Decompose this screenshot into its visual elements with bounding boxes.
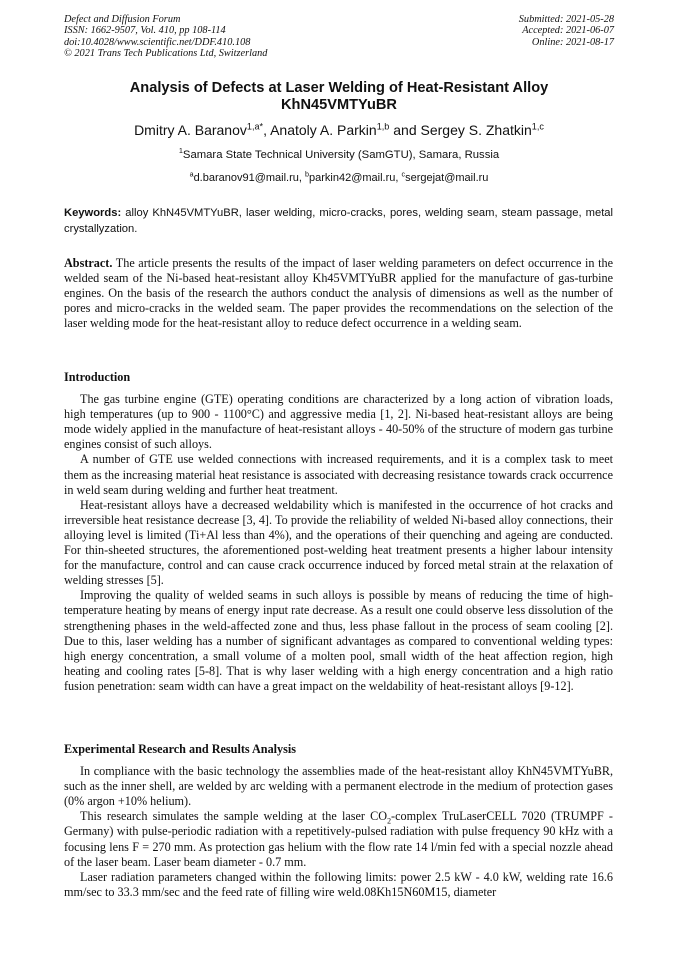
journal-name: Defect and Diffusion Forum (64, 14, 181, 25)
paragraph: Laser radiation parameters changed within the following limits: power 2.5 kW - 4.0 kW, welding rate 16.6 mm/sec to 33.3 mm/sec and the feed rate of filling wire weld.08Kh15N60M15, diameter (64, 869, 613, 899)
paragraph: Improving the quality of welded seams in such alloys is possible by means of reducing the time of high-temperature heating by means of energy input rate decrease. As a result one could observe less dissolution of the strengthening phases in the weld-affected zone and thus, less phase fallout in the process of seam cooling [2]. Due to this, laser welding has a number of significant advantages as compared to conventional welding types: high energy concentration, a small volume of a molten pool, small width of the heat affection region, high heating and cooling rates [5-8]. That is why laser welding with a high energy concentration and a high ratio fusion penetration: seam width can have a great impact on the weldability of heat-resistant alloys [9-12]. (64, 588, 613, 693)
author-emails (20, 172, 658, 184)
online-date: Online: 2021-08-17 (531, 36, 614, 48)
email-mark: c (401, 170, 406, 179)
email-mark: b (305, 170, 310, 179)
author-separator: , (263, 122, 271, 138)
email-link[interactable]: sergejat@mail.ru (405, 172, 489, 184)
author-affiliation-mark: 1,a* (246, 121, 264, 132)
author-name: Anatoly A. Parkin (270, 122, 377, 138)
affiliation (20, 146, 658, 161)
author-affiliation-mark: 1,b (376, 121, 390, 132)
journal-header (64, 14, 267, 60)
paragraph: Heat-resistant alloys have a decreased weldability which is manifested in the occurrence of hot cracks and irreversible heat resistance decrease [3, 4]. To provide the reliability of welded Ni-based alloy connections, their alloying level is limited (Ti+Al less than 4%), and the operations of their quenching and ageing are conducted. For thin-sheeted structures, the aforementioned post-welding heat treatment presents a higher labour intensity for the manufacture, control and can cause crack occurrence induced by forced metal strain at the relaxation of welding stresses [5]. (64, 497, 613, 588)
paragraph-text: This research simulates the sample welding at the laser CO (80, 809, 388, 824)
doi-line: doi:10.4028/www.scientific.net/DDF.410.108 (64, 36, 251, 48)
email-link[interactable]: parkin42@mail.ru (309, 172, 396, 184)
title-line-2: KhN45VMTYuBR (281, 97, 397, 113)
copyright-line: © 2021 Trans Tech Publications Ltd, Switzerland (64, 48, 268, 60)
author-separator: and (389, 122, 421, 138)
accepted-date: Accepted: 2021-06-07 (522, 25, 614, 37)
paragraph-text: -complex TruLaserCELL 7020 (TRUMPF - Germany) with pulse-periodic radiation with a repetitively-pulsed radiation with pulse frequency 90 kHz with a focusing lens F = 270 mm. As protection gas helium with the flow rate 14 l/min fed with a special nozzle ahead of the laser beam. Laser beam diameter - 0.7 mm. (64, 809, 613, 869)
submitted-date: Submitted: 2021-05-28 (518, 14, 614, 25)
email-separator: , (298, 172, 306, 184)
dates-header (519, 14, 614, 48)
keywords-label: Keywords: (64, 207, 122, 219)
paper-title (40, 80, 638, 114)
title-line-1: Analysis of Defects at Laser Welding of Heat-Resistant Alloy (129, 80, 549, 96)
experimental-section (64, 742, 613, 900)
abstract (64, 256, 613, 331)
paragraph (64, 809, 613, 869)
introduction-section (64, 370, 613, 694)
section-heading: Experimental Research and Results Analysis (64, 742, 297, 756)
email-mark: a (189, 170, 194, 179)
affiliation-text: Samara State Technical University (SamGTU), Samara, Russia (182, 149, 500, 161)
paragraph: A number of GTE use welded connections with increased requirements, and it is a complex task to meet them as the increasing material heat resistance is associated with decreasing resistance towards crack occurrence in weld seam during welding and further heat treatment. (64, 452, 613, 497)
author-name: Sergey S. Zhatkin (420, 122, 532, 138)
author-list (20, 122, 658, 138)
paragraph: In compliance with the basic technology the assemblies made of the heat-resistant alloy KhN45VMTYuBR, such as the inner shell, are welded by arc welding with a permanent electrode in the medium of protection gases (0% argon +10% helium). (64, 764, 613, 809)
abstract-label: Abstract. (64, 256, 113, 270)
email-link[interactable]: d.baranov91@mail.ru (193, 172, 299, 184)
subscript: 2 (387, 816, 392, 826)
keywords-text: alloy KhN45VMTYuBR, laser welding, micro-cracks, pores, welding seam, steam passage, metal crystallyzation. (64, 207, 614, 235)
issn-line: ISSN: 1662-9507, Vol. 410, pp 108-114 (64, 25, 226, 37)
author-name: Dmitry A. Baranov (134, 122, 247, 138)
abstract-text: The article presents the results of the impact of laser welding parameters on defect occurrence in the welded seam of the Ni-based heat-resistant alloy Kh45VMTYuBR applied for the manufacture of gas-turbine engines. On the basis of the research the authors conduct the analysis of dimensions as well as the number of pores and micro-cracks in the welded seam. The paper provides the recommendations on the selection of the laser welding mode for the heat-resistant alloy to reduce defect occurrence in a welding seam. (64, 256, 613, 331)
author-affiliation-mark: 1,c (531, 121, 544, 132)
section-heading: Introduction (64, 370, 131, 384)
email-separator: , (395, 172, 402, 184)
paragraph: The gas turbine engine (GTE) operating conditions are characterized by a long action of vibration loads, high temperatures (up to 900 - 1100°C) and aggressive media [1, 2]. Ni-based heat-resistant alloys are being mode widely applied in the manufacture of heat-resistant alloys - 40-50% of the structure of modern gas turbine engines consist of such alloys. (64, 392, 613, 452)
keywords (64, 205, 613, 237)
affiliation-mark: 1 (178, 146, 183, 156)
